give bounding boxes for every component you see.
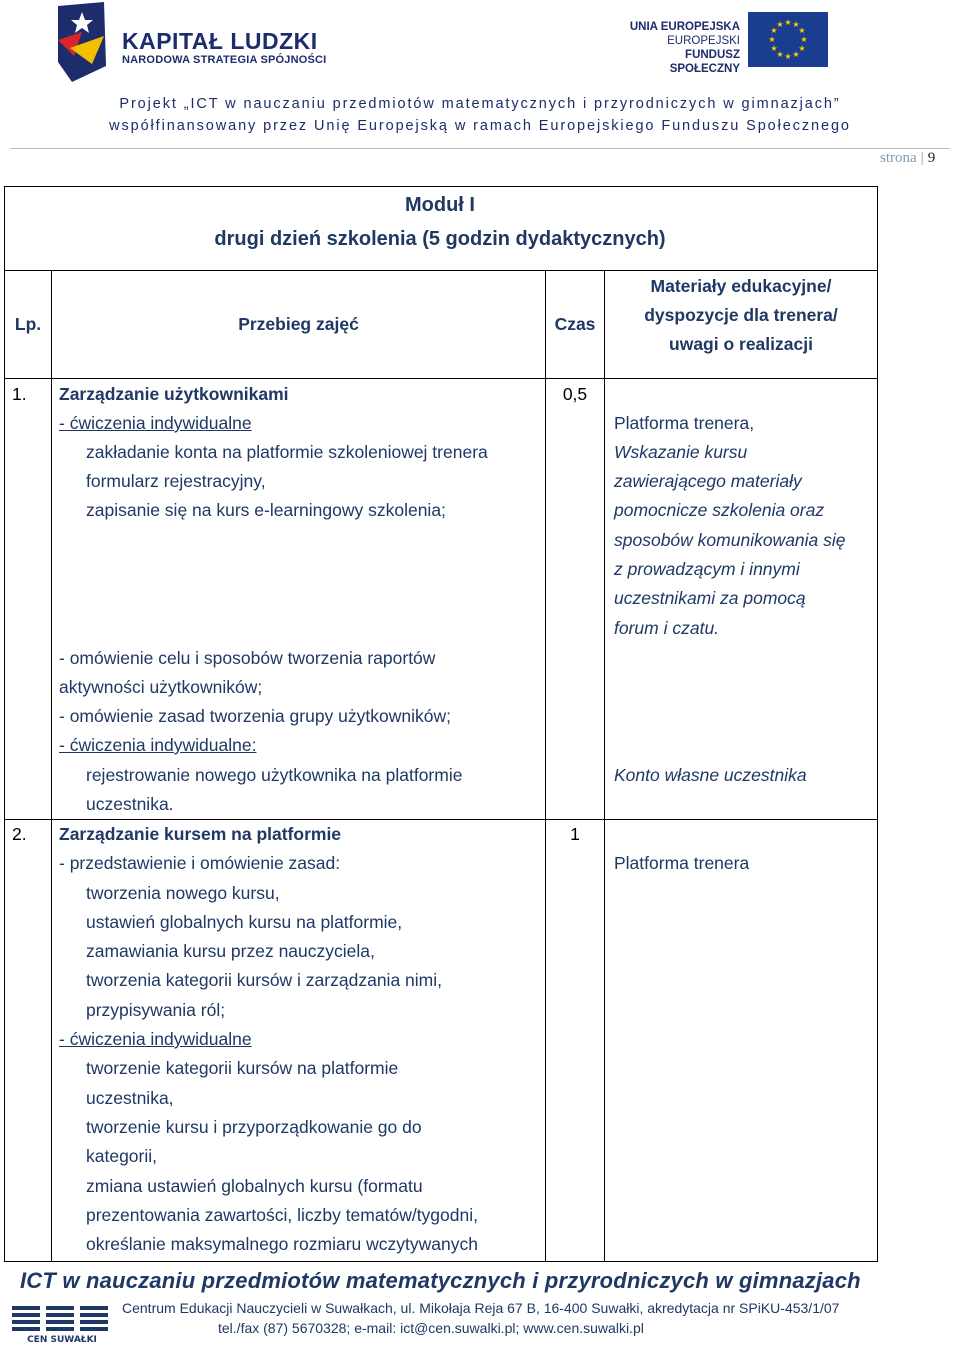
svg-text:★: ★ bbox=[770, 44, 778, 53]
material-item: pomocnicze szkolenia oraz bbox=[614, 500, 825, 520]
ue-text bbox=[622, 20, 740, 76]
list-item: uczestnika. bbox=[86, 794, 174, 814]
footer-title: ICT w nauczaniu przedmiotów matematycznych i przyrodniczych w gimnazjach bbox=[20, 1268, 861, 1293]
module-title bbox=[4, 188, 876, 256]
kapital-ludzki-logo bbox=[52, 2, 112, 84]
list-item: formularz rejestracyjny, bbox=[86, 471, 266, 491]
page-number-value: 9 bbox=[927, 150, 936, 166]
table-col-divider bbox=[51, 270, 52, 1262]
svg-text:★: ★ bbox=[798, 44, 806, 53]
list-item: zakładanie konta na platformie szkoleniowej trenera bbox=[86, 442, 488, 462]
column-header-materialy-3: uwagi o realizacji bbox=[669, 334, 813, 354]
column-header-lp: Lp. bbox=[14, 314, 42, 334]
material-item: Platforma trenera bbox=[614, 853, 750, 873]
row-number: 1. bbox=[12, 384, 27, 404]
svg-text:★: ★ bbox=[784, 52, 792, 61]
table-col-divider bbox=[545, 270, 546, 1262]
list-item: prezentowania zawartości, liczby tematów/tygodni, bbox=[86, 1205, 478, 1225]
list-item: - ćwiczenia indywidualne bbox=[59, 413, 252, 433]
kl-subtitle: NARODOWA STRATEGIA SPÓJNOŚCI bbox=[122, 54, 327, 66]
cen-logo-text: CEN SUWAŁKI bbox=[27, 1335, 97, 1344]
eu-flag-icon bbox=[748, 12, 828, 67]
list-item: zapisanie się na kurs e-learningowy szkolenia; bbox=[86, 500, 446, 520]
svg-text:★: ★ bbox=[792, 50, 800, 59]
material-item: z prowadzącym i innymi bbox=[614, 559, 800, 579]
svg-text:★: ★ bbox=[784, 18, 792, 27]
list-item: - omówienie zasad tworzenia grupy użytkowników; bbox=[59, 706, 451, 726]
svg-text:★: ★ bbox=[800, 35, 808, 44]
list-item: ustawień globalnych kursu na platformie, bbox=[86, 912, 403, 932]
material-item: Platforma trenera, bbox=[614, 413, 755, 433]
row-title: Zarządzanie użytkownikami bbox=[59, 384, 289, 404]
project-title-line-1: Projekt „ICT w nauczaniu przedmiotów matematycznych i przyrodniczych w gimnazjach” bbox=[119, 96, 841, 112]
ue-line-2: EUROPEJSKI bbox=[667, 35, 740, 47]
column-header-materialy-2: dyspozycje dla trenera/ bbox=[644, 305, 838, 325]
list-item: tworzenia kategorii kursów i zarządzania nimi, bbox=[86, 970, 442, 990]
list-item: rejestrowanie nowego użytkownika na platformie bbox=[86, 765, 463, 785]
module-title-line-1: Moduł I bbox=[405, 194, 475, 216]
project-title-line-2: współfinansowany przez Unię Europejską w ramach Europejskiego Funduszu Społecznego bbox=[109, 118, 851, 134]
kl-title: KAPITAŁ LUDZKI bbox=[122, 28, 318, 54]
svg-text:★: ★ bbox=[776, 20, 784, 29]
footer-contact: tel./fax (87) 5670328; e-mail: ict@cen.suwalki.pl; www.cen.suwalki.pl bbox=[218, 1320, 644, 1336]
svg-text:★: ★ bbox=[798, 26, 806, 35]
list-item: kategorii, bbox=[86, 1146, 158, 1166]
row-number: 2. bbox=[12, 824, 27, 844]
list-item: aktywności użytkowników; bbox=[59, 677, 263, 697]
ue-line-1: UNIA EUROPEJSKA bbox=[629, 21, 740, 33]
table-border-bottom bbox=[4, 1261, 878, 1262]
column-header-czas: Czas bbox=[554, 314, 596, 334]
table-border-left bbox=[4, 186, 5, 1262]
list-item: przypisywania ról; bbox=[86, 1000, 226, 1020]
ue-line-3: FUNDUSZ SPOŁECZNY bbox=[669, 49, 740, 75]
list-item: określanie maksymalnego rozmiaru wczytywanych bbox=[86, 1234, 478, 1254]
material-item: Wskazanie kursu bbox=[614, 442, 748, 462]
table-col-divider bbox=[604, 270, 605, 1262]
table-border-top bbox=[4, 186, 878, 187]
list-item: zamawiania kursu przez nauczyciela, bbox=[86, 941, 375, 961]
list-item: uczestnika, bbox=[86, 1088, 174, 1108]
list-item: tworzenie kursu i przyporządkowanie go do bbox=[86, 1117, 422, 1137]
list-item: - przedstawienie i omówienie zasad: bbox=[59, 853, 341, 873]
svg-text:★: ★ bbox=[776, 50, 784, 59]
footer-address: Centrum Edukacji Nauczycieli w Suwałkach, ul. Mikołaja Reja 67 B, 16-400 Suwałki, akredytacja nr SPiKU-453/1/07 bbox=[122, 1300, 840, 1316]
column-header-przebieg: Przebieg zajęć bbox=[238, 314, 359, 334]
row-czas: 1 bbox=[570, 824, 580, 844]
page-number: strona | 9 bbox=[880, 150, 936, 166]
material-item: zawierającego materiały bbox=[614, 471, 802, 491]
page-label: strona bbox=[880, 150, 917, 166]
svg-text:★: ★ bbox=[792, 20, 800, 29]
header-divider bbox=[10, 148, 950, 149]
cen-logo bbox=[12, 1304, 112, 1344]
material-item: forum i czatu. bbox=[614, 618, 720, 638]
row-title: Zarządzanie kursem na platformie bbox=[59, 824, 342, 844]
column-header-materialy-1: Materiały edukacyjne/ bbox=[650, 276, 832, 296]
list-item: tworzenie kategorii kursów na platformie bbox=[86, 1058, 399, 1078]
material-item: sposobów komunikowania się bbox=[614, 530, 846, 550]
list-item: - omówienie celu i sposobów tworzenia raportów bbox=[59, 648, 436, 668]
list-item: tworzenia nowego kursu, bbox=[86, 883, 280, 903]
table-border-right bbox=[877, 186, 878, 1262]
svg-text:★: ★ bbox=[768, 35, 776, 44]
module-title-line-2: drugi dzień szkolenia (5 godzin dydaktycznych) bbox=[214, 228, 666, 250]
list-item: - ćwiczenia indywidualne bbox=[59, 1029, 252, 1049]
table-row-divider bbox=[4, 270, 878, 271]
row-czas: 0,5 bbox=[562, 384, 588, 404]
material-item: Konto własne uczestnika bbox=[614, 765, 807, 785]
list-item: zmiana ustawień globalnych kursu (formatu bbox=[86, 1176, 423, 1196]
table-row-divider bbox=[4, 378, 878, 379]
svg-text:★: ★ bbox=[770, 26, 778, 35]
list-item: - ćwiczenia indywidualne: bbox=[59, 735, 257, 755]
material-item: uczestnikami za pomocą bbox=[614, 588, 806, 608]
